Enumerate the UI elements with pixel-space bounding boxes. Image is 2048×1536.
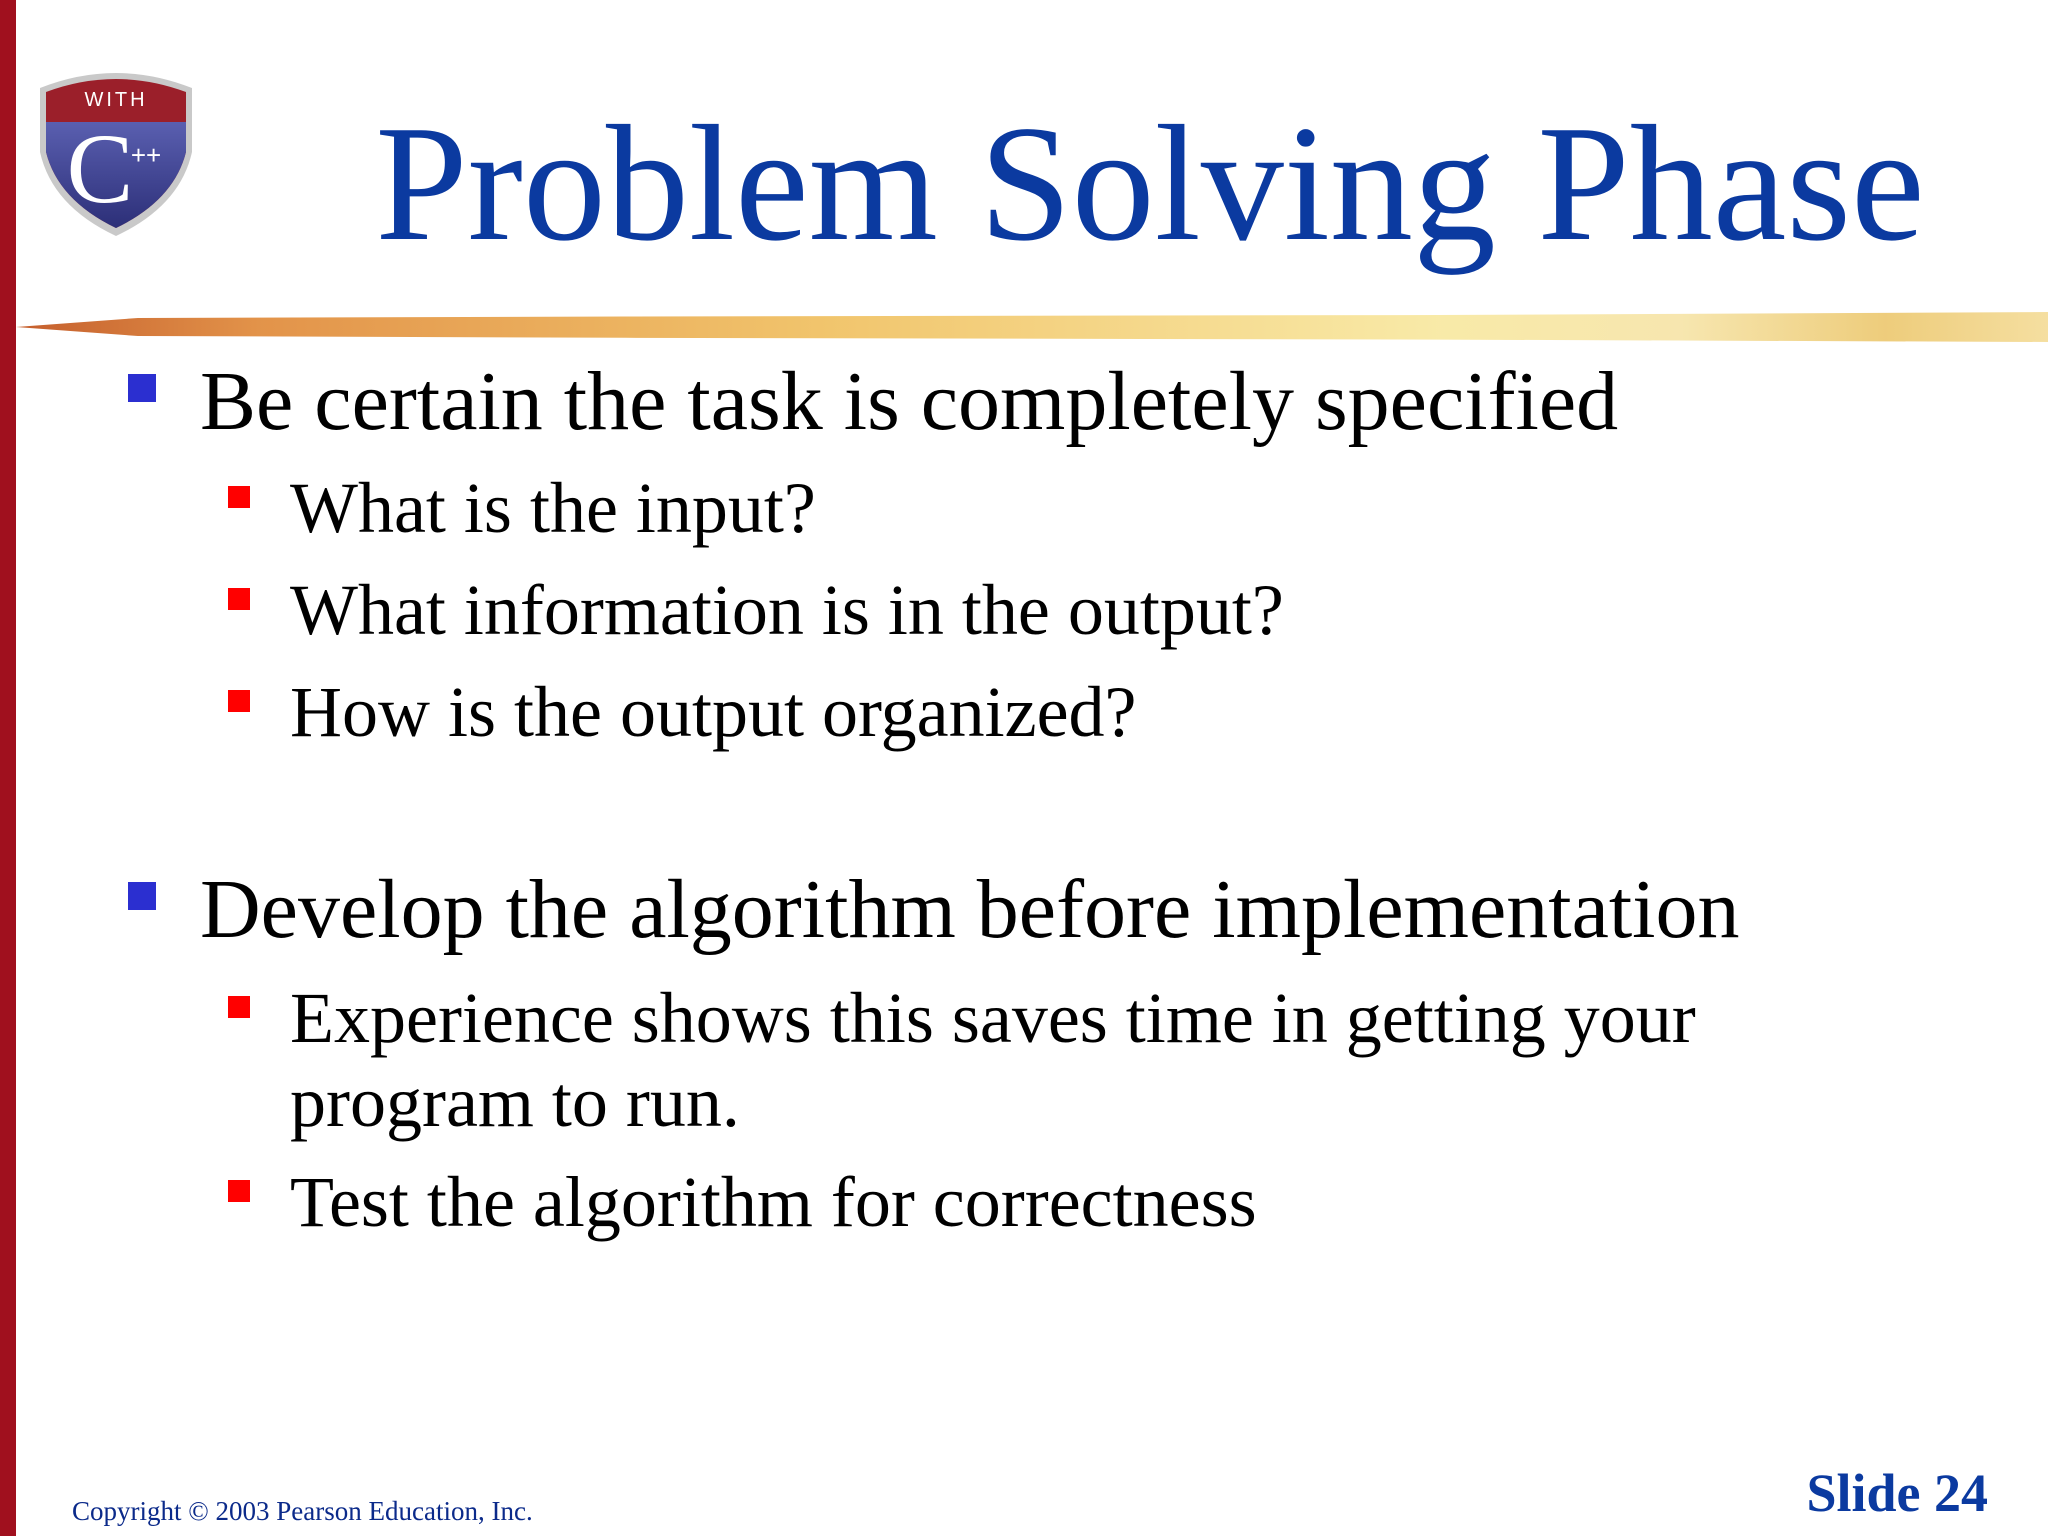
level2-bullet-marker xyxy=(228,690,250,712)
title-divider xyxy=(16,312,2048,342)
svg-text:++: ++ xyxy=(130,140,162,170)
level2-bullet-text: How is the output organized? xyxy=(290,672,1137,752)
left-accent-bar xyxy=(0,0,16,1536)
level1-bullet-marker xyxy=(128,374,156,402)
with-cpp-logo xyxy=(30,64,202,240)
slide-number: Slide 24 xyxy=(1806,1463,1988,1523)
svg-text:C: C xyxy=(66,113,134,224)
level2-bullet-text: What information is in the output? xyxy=(290,570,1284,650)
level1-bullet-marker xyxy=(128,882,156,910)
level1-bullet-text: Develop the algorithm before implementation xyxy=(200,863,1740,956)
slide-title: Problem Solving Phase xyxy=(375,91,1925,275)
level2-bullet-text: What is the input? xyxy=(290,468,816,548)
level1-bullet-text: Be certain the task is completely specified xyxy=(200,355,1619,448)
level2-bullet-text-line2: program to run. xyxy=(290,1062,740,1142)
level2-bullet-marker xyxy=(228,588,250,610)
level2-bullet-text: Test the algorithm for correctness xyxy=(290,1162,1257,1242)
level2-bullet-marker xyxy=(228,996,250,1018)
level2-bullet-marker xyxy=(228,1180,250,1202)
svg-text:WITH: WITH xyxy=(84,89,148,111)
level2-bullet-marker xyxy=(228,486,250,508)
level2-bullet-text-line1: Experience shows this saves time in getting your xyxy=(290,978,1696,1058)
copyright-notice: Copyright © 2003 Pearson Education, Inc. xyxy=(72,1496,533,1526)
